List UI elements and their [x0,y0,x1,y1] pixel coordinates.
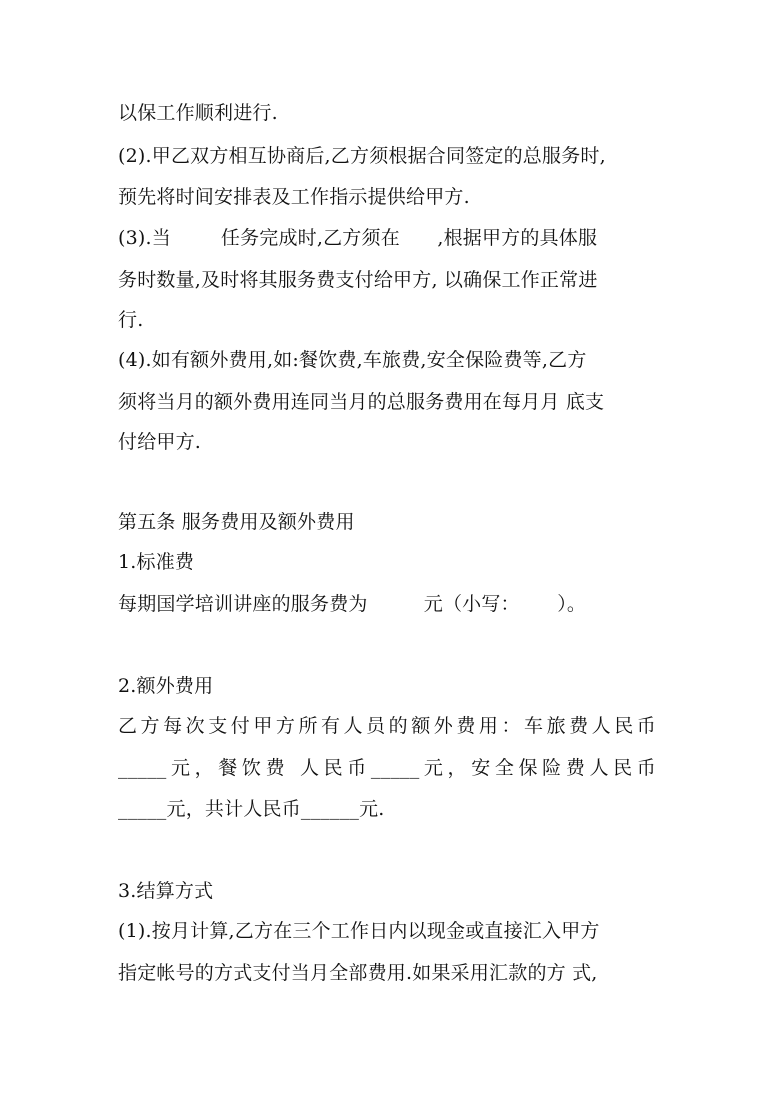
paragraph-line: _____元，餐饮费 人民币_____元，安全保险费人民币 [118,757,656,779]
paragraph-line: 乙方每次支付甲方所有人员的额外费用：车旅费人民币 [118,715,656,737]
paragraph-line: (3).当 任务完成时,乙方须在 ,根据甲方的具体服 [118,227,598,249]
subheading: 3.结算方式 [118,880,214,902]
paragraph-line: 行. [118,309,144,331]
paragraph-line: 预先将时间安排表及工作指示提供给甲方. [118,186,470,208]
paragraph-line: _____元，共计人民币______元. [118,798,385,820]
paragraph-line: (2).甲乙双方相互协商后,乙方须根据合同签定的总服务时, [118,145,606,167]
paragraph-line: 务时数量,及时将其服务费支付给甲方, 以确保工作正常进 [118,269,598,291]
paragraph-line: 须将当月的额外费用连同当月的总服务费用在每月月 底支 [118,391,605,413]
paragraph-line: (4).如有额外费用,如:餐饮费,车旅费,安全保险费等,乙方 [118,349,587,371]
paragraph-line: 付给甲方. [118,431,202,453]
paragraph-line: (1).按月计算,乙方在三个工作日内以现金或直接汇入甲方 [118,920,600,942]
subheading: 1.标准费 [118,551,195,573]
subheading: 2.额外费用 [118,675,214,697]
paragraph-line: 指定帐号的方式支付当月全部费用.如果采用汇款的方 式, [118,962,598,984]
paragraph-line: 以保工作顺利进行. [118,102,278,124]
paragraph-line: 每期国学培训讲座的服务费为 元（小写： ）。 [118,593,587,615]
section-heading: 第五条 服务费用及额外费用 [118,511,355,533]
